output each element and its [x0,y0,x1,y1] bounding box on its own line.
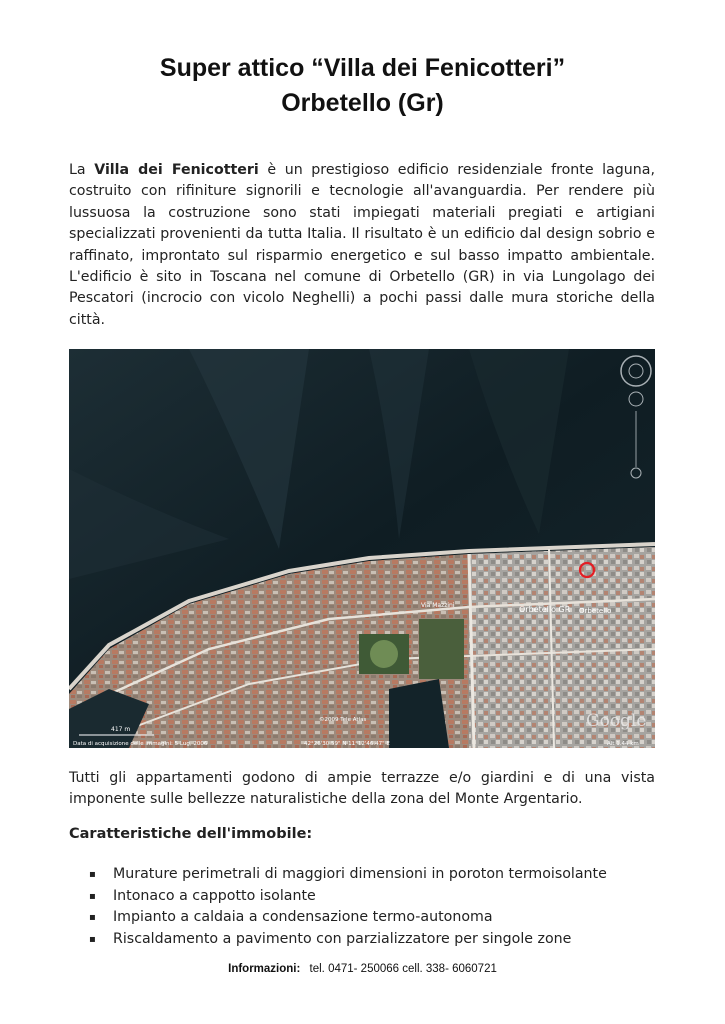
bullet-icon: ▪ [89,912,96,923]
intro-paragraph [69,160,655,331]
document-title: Super attico “Villa dei Fenicotteri” [159,54,566,82]
intro-text: è un prestigioso edificio residenziale fronte laguna, costruito con rifiniture signorili e tecnologie all'avanguardia. Per rendere più lussuosa la costruzione sono stati impiegati materiali pregiati e artigiani specializzati provenienti da tutta Italia. Il risultato è un edificio dal design sobrio e raffinato, improntato sul risparmio energetico e sul basso impatto ambientale. L'edificio è sito in Toscana nel comune di Orbetello (GR) in via Lungolago dei Pescatori (incrocio con vicolo Neghelli) a pochi passi dalle mura storiche della città. [69,162,655,328]
map-copyright: ©2009 Tele Atlas [319,717,367,723]
bullet-icon: ▪ [89,869,96,880]
intro-prefix: La [69,162,95,178]
list-item [69,907,669,929]
map-label-street: Via Mazzini [421,602,455,609]
feature-text: Impianto a caldaia a condensazione termo-autonoma [113,909,493,925]
views-paragraph: Tutti gli appartamenti godono di ampie terrazze e/o giardini e di una vista imponente sulle bellezze naturalistiche della zona del Monte Argentario. [69,770,655,808]
list-item [69,864,669,886]
footer-contacts [0,963,725,975]
map-altitude: Alt 1.44 km [607,741,639,747]
feature-text: Riscaldamento a pavimento con parzializzatore per singole zone [113,930,572,947]
villa-name: Villa dei Fenicotteri [94,162,259,178]
list-item [69,886,669,908]
map-label-town: Orbetello GR [519,605,571,614]
map-coordinates: 42°26'30.59" N 11°12'46.47" E [304,741,390,747]
features-heading: Caratteristiche dell'immobile: [69,826,313,842]
footer-phone-numbers: tel. 0471- 250066 cell. 338- 6060721 [309,963,497,975]
map-label-town-secondary: Orbetello [579,607,612,615]
map-date-caption: Data di acquisizione delle immagini: 5 Lug, 2006 [73,741,208,747]
footer-label: Informazioni: [228,963,301,975]
list-item [69,929,669,951]
feature-text: Murature perimetrali di maggiori dimensioni in poroton termoisolante [113,866,607,882]
satellite-map-image [69,349,655,748]
document-subtitle: Orbetello (Gr) [281,89,444,117]
bullet-icon: ▪ [89,933,96,945]
map-scale: 417 m [111,726,131,733]
google-logo: Google [586,711,647,731]
feature-text: Intonaco a cappotto isolante [113,887,316,904]
features-list [69,864,669,950]
bullet-icon: ▪ [89,890,96,902]
